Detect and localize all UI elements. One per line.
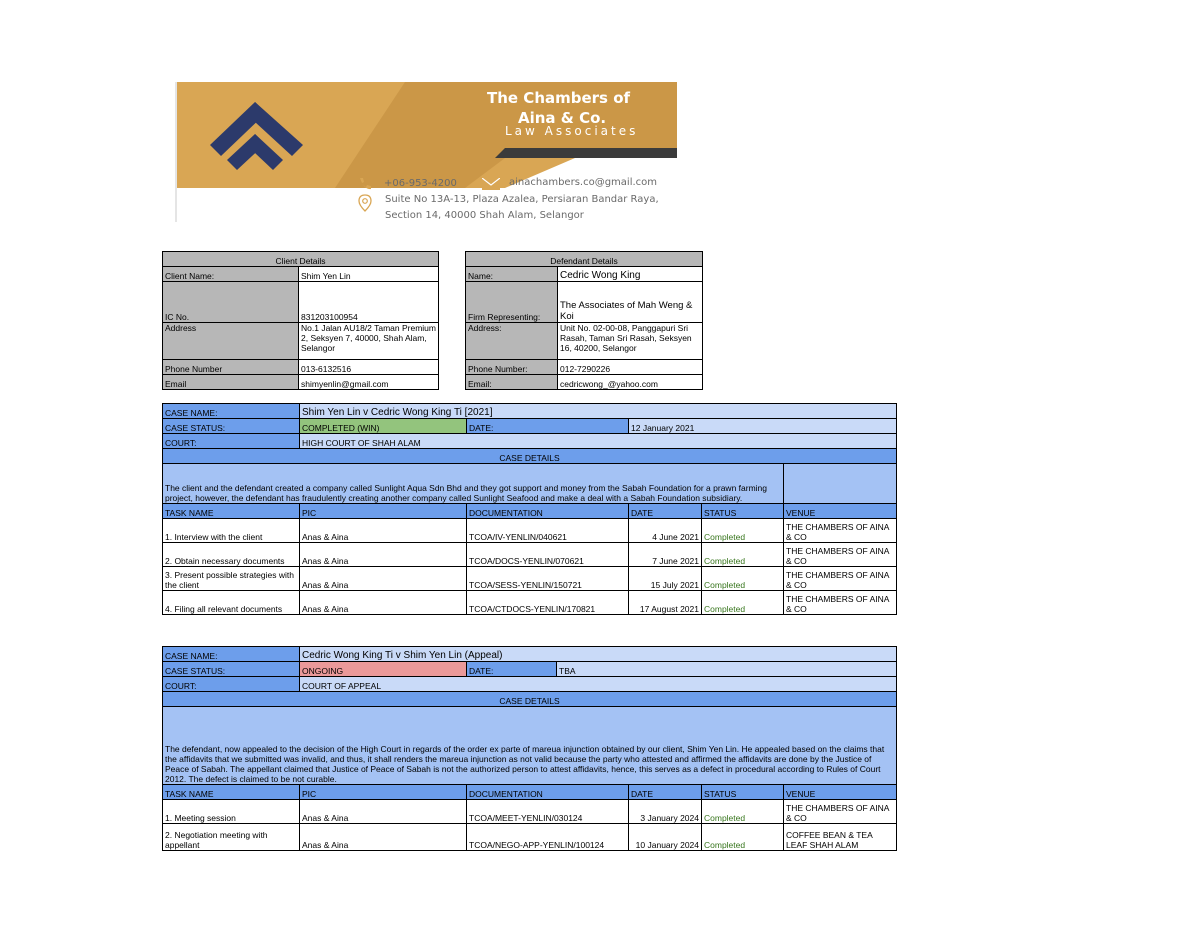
location-pin-icon	[358, 194, 372, 212]
task-pic: Anas & Aina	[300, 591, 467, 615]
defendant-phone-label: Phone Number:	[466, 360, 558, 375]
defendant-firm-label: Firm Representing:	[466, 282, 558, 323]
case1-col-venue: VENUE	[784, 504, 897, 519]
task-doc: TCOA/MEET-YENLIN/030124	[467, 800, 629, 824]
case1-col-date: DATE	[629, 504, 702, 519]
task-name: 2. Obtain necessary documents	[163, 543, 300, 567]
defendant-phone-value: 012-7290226	[558, 360, 703, 375]
task-status: Completed	[702, 591, 784, 615]
task-date: 3 January 2024	[629, 800, 702, 824]
case2-col-venue: VENUE	[784, 785, 897, 800]
case2-date-label: DATE:	[467, 662, 557, 677]
defendant-name-label: Name:	[466, 267, 558, 282]
task-status: Completed	[702, 567, 784, 591]
case1-col-status: STATUS	[702, 504, 784, 519]
client-address-label: Address	[163, 323, 299, 360]
case1-court-label: COURT:	[163, 434, 300, 449]
task-name: 1. Interview with the client	[163, 519, 300, 543]
defendant-details-table	[465, 251, 703, 390]
email-icon	[482, 178, 500, 190]
task-status: Completed	[702, 824, 784, 851]
task-name: 2. Negotiation meeting with appellant	[163, 824, 300, 851]
case2-details-header: CASE DETAILS	[163, 692, 897, 707]
case2-name-value: Cedric Wong King Ti v Shim Yen Lin (Appeal)	[300, 647, 897, 662]
task-venue: COFFEE BEAN & TEA LEAF SHAH ALAM	[784, 824, 897, 851]
case1-table	[162, 403, 897, 615]
task-doc: TCOA/NEGO-APP-YENLIN/100124	[467, 824, 629, 851]
task-pic: Anas & Aina	[300, 543, 467, 567]
task-pic: Anas & Aina	[300, 567, 467, 591]
table-row	[163, 800, 897, 824]
case2-col-doc: DOCUMENTATION	[467, 785, 629, 800]
case2-col-date: DATE	[629, 785, 702, 800]
case2-col-task: TASK NAME	[163, 785, 300, 800]
defendant-firm-value: The Associates of Mah Weng & Koi	[558, 282, 703, 323]
task-doc: TCOA/CTDOCS-YENLIN/170821	[467, 591, 629, 615]
case1-name-label: CASE NAME:	[163, 404, 300, 419]
defendant-address-label: Address:	[466, 323, 558, 360]
task-venue: THE CHAMBERS OF AINA & CO	[784, 800, 897, 824]
case1-col-pic: PIC	[300, 504, 467, 519]
address-line1: Suite No 13A-13, Plaza Azalea, Persiaran Bandar Raya,	[385, 194, 659, 205]
task-venue: THE CHAMBERS OF AINA & CO	[784, 543, 897, 567]
phone-icon	[358, 177, 372, 191]
case2-court-value: COURT OF APPEAL	[300, 677, 897, 692]
task-name: 3. Present possible strategies with the client	[163, 567, 300, 591]
case2-col-status: STATUS	[702, 785, 784, 800]
task-date: 4 June 2021	[629, 519, 702, 543]
table-row	[163, 824, 897, 851]
task-status: Completed	[702, 519, 784, 543]
case2-table	[162, 646, 897, 851]
defendant-email-value: cedricwong_@yahoo.com	[558, 375, 703, 390]
case2-col-pic: PIC	[300, 785, 467, 800]
address-line2: Section 14, 40000 Shah Alam, Selangor	[385, 210, 584, 221]
case1-date-value: 12 January 2021	[629, 419, 897, 434]
case2-name-label: CASE NAME:	[163, 647, 300, 662]
task-date: 10 January 2024	[629, 824, 702, 851]
task-date: 15 July 2021	[629, 567, 702, 591]
case1-col-task: TASK NAME	[163, 504, 300, 519]
case1-details-header: CASE DETAILS	[163, 449, 897, 464]
task-pic: Anas & Aina	[300, 519, 467, 543]
case1-details-text: The client and the defendant created a company called Sunlight Aqua Sdn Bhd and they got support and money from the Sabah Foundation for a prawn farming project, however, the defendant has fraudulently creating another company called Sunlight Seafood and make a deal with a Sabah Foundation subsidiary.	[163, 464, 784, 504]
task-name: 4. Filing all relevant documents	[163, 591, 300, 615]
table-row	[163, 543, 897, 567]
case1-col-doc: DOCUMENTATION	[467, 504, 629, 519]
case1-date-label: DATE:	[467, 419, 629, 434]
case1-court-value: HIGH COURT OF SHAH ALAM	[300, 434, 897, 449]
client-address-value: No.1 Jalan AU18/2 Taman Premium 2, Seksyen 7, 40000, Shah Alam, Selangor	[299, 323, 439, 360]
client-email-label: Email	[163, 375, 299, 390]
task-pic: Anas & Aina	[300, 824, 467, 851]
defendant-name-value: Cedric Wong King	[558, 267, 703, 282]
case1-status-label: CASE STATUS:	[163, 419, 300, 434]
email-address: ainachambers.co@gmail.com	[509, 177, 658, 188]
letterhead	[175, 82, 677, 222]
table-row	[163, 567, 897, 591]
phone-number: +06-953-4200	[384, 178, 457, 189]
client-ic-value: 831203100954	[299, 282, 439, 323]
client-phone-label: Phone Number	[163, 360, 299, 375]
case2-status-label: CASE STATUS:	[163, 662, 300, 677]
defendant-email-label: Email:	[466, 375, 558, 390]
client-details-header: Client Details	[163, 252, 439, 267]
table-row	[163, 519, 897, 543]
case1-status-value: COMPLETED (WIN)	[300, 419, 467, 434]
task-venue: THE CHAMBERS OF AINA & CO	[784, 591, 897, 615]
client-name-value: Shim Yen Lin	[299, 267, 439, 282]
task-venue: THE CHAMBERS OF AINA & CO	[784, 567, 897, 591]
task-status: Completed	[702, 800, 784, 824]
task-doc: TCOA/IV-YENLIN/040621	[467, 519, 629, 543]
case2-date-value: TBA	[557, 662, 897, 677]
firm-subtitle: Law Associates	[505, 124, 639, 138]
task-status: Completed	[702, 543, 784, 567]
table-row	[163, 591, 897, 615]
client-email-value: shimyenlin@gmail.com	[299, 375, 439, 390]
firm-name-line2: Aina & Co.	[518, 109, 607, 127]
task-doc: TCOA/SESS-YENLIN/150721	[467, 567, 629, 591]
task-doc: TCOA/DOCS-YENLIN/070621	[467, 543, 629, 567]
case2-details-text: The defendant, now appealed to the decision of the High Court in regards of the order ex parte of mareua injunction obtained by our client, Shim Yen Lin. He appealed based on the claims that the affidavits that we submitted was invalid, and thus, it shall renders the mareua injunction as not valid because the party who attested and affirmed the affidavits are done by the Justice of Peace of Sabah. The appellant claimed that Justice of Peace of Sabah is not the authorized person to attest affidavits, hence, this serves as a defect in procedural according to Rules of Court 2012. The defect is claimed to be not curable.	[163, 707, 897, 785]
task-date: 17 August 2021	[629, 591, 702, 615]
task-pic: Anas & Aina	[300, 800, 467, 824]
case2-court-label: COURT:	[163, 677, 300, 692]
firm-name-line1: The Chambers of	[487, 89, 631, 107]
client-details-table	[162, 251, 439, 390]
client-ic-label: IC No.	[163, 282, 299, 323]
case2-status-value: ONGOING	[300, 662, 467, 677]
case1-name-value: Shim Yen Lin v Cedric Wong King Ti [2021]	[300, 404, 897, 419]
case1-details-blank	[784, 464, 897, 504]
client-name-label: Client Name:	[163, 267, 299, 282]
client-phone-value: 013-6132516	[299, 360, 439, 375]
task-name: 1. Meeting session	[163, 800, 300, 824]
defendant-address-value: Unit No. 02-00-08, Panggapuri Sri Rasah, Taman Sri Rasah, Seksyen 16, 40200, Selangor	[558, 323, 703, 360]
task-venue: THE CHAMBERS OF AINA & CO	[784, 519, 897, 543]
defendant-details-header: Defendant Details	[466, 252, 703, 267]
task-date: 7 June 2021	[629, 543, 702, 567]
